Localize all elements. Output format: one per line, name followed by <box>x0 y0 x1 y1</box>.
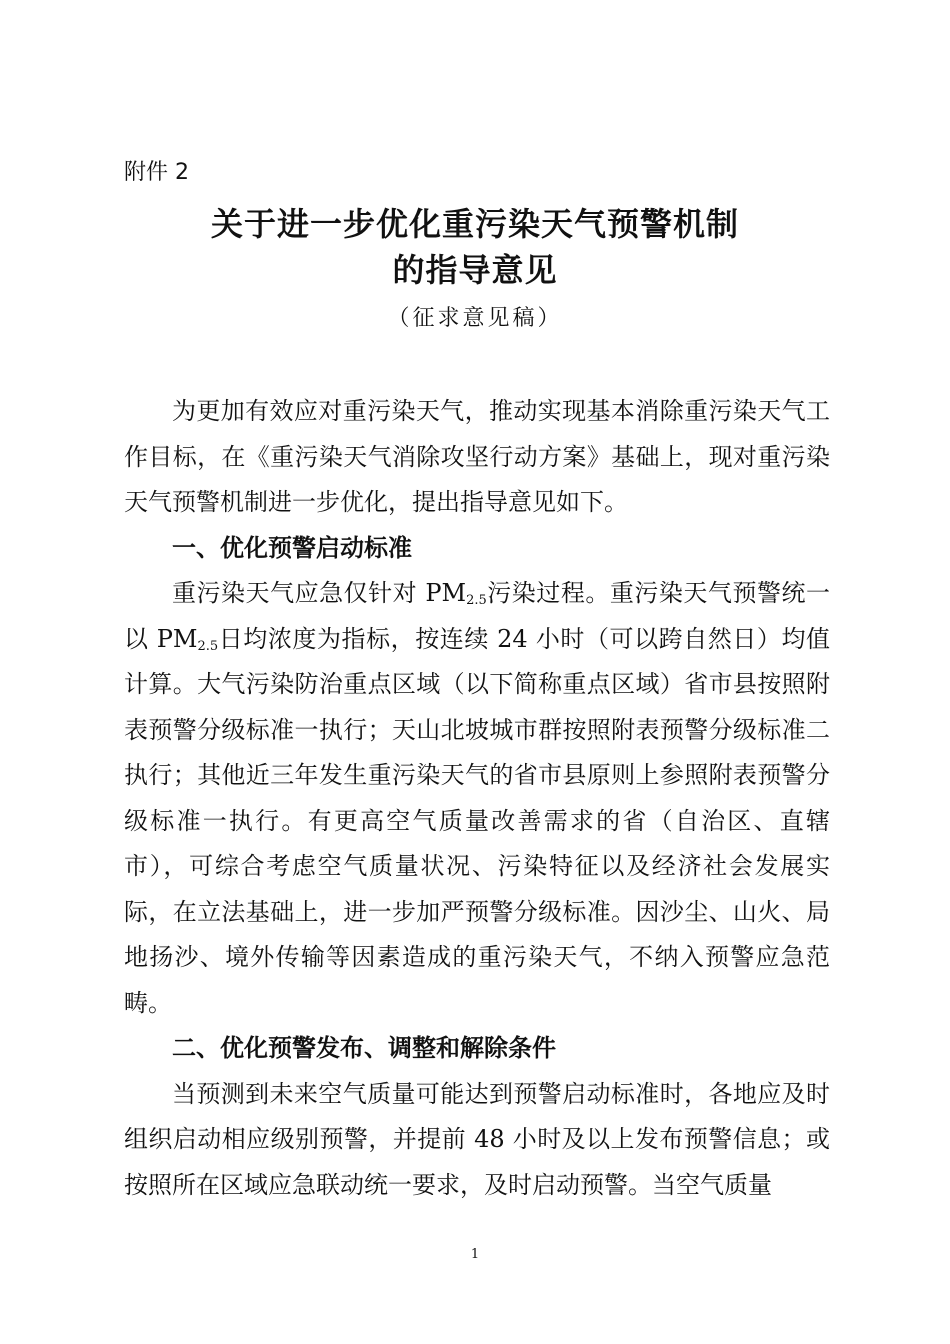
section2-paragraph: 当预测到未来空气质量可能达到预警启动标准时，各地应及时组织启动相应级别预警，并提前 48 小时及以上发布预警信息；或按照所在区域应急联动统一要求，及时启动预警。当空气质量 <box>124 1079 830 1199</box>
section1-text-c: 日均浓度为指标，按连续 24 小时（可以跨自然日）均值计算。大气污染防治重点区域（以下简称重点区域）省市县按照附表预警分级标准一执行；天山北坡城市群按照附表预警分级标准二执行；其他近三年发生重污染天气的省市县原则上参照附表预警分级标准一执行。有更高空气质量改善需求的省（自治区、直辖市），可综合考虑空气质量状况、污染特征以及经济社会发展实际，在立法基础上，进一步加严预警分级标准。因沙尘、山火、局地扬沙、境外传输等因素造成的重污染天气，不纳入预警应急范畴。 <box>124 624 831 1017</box>
document-title-line1: 关于进一步优化重污染天气预警机制 <box>210 205 739 243</box>
section1-paragraph <box>124 571 830 1026</box>
section1-text-a: 重污染天气应急仅针对 PM <box>172 579 467 607</box>
section1-heading: 一、优化预警启动标准 <box>172 533 412 562</box>
section2-heading: 二、优化预警发布、调整和解除条件 <box>172 1034 556 1062</box>
pm25-subscript: 2.5 <box>197 638 219 654</box>
pm25-subscript: 2.5 <box>466 593 487 608</box>
document-body <box>124 389 830 1208</box>
section1-text-b: 污染过程。重污染天气预警统一以 PM <box>124 579 831 653</box>
page-number: 1 <box>470 1247 480 1262</box>
attachment-label: 附件 2 <box>124 160 189 185</box>
document-subtitle: （征求意见稿） <box>387 306 563 331</box>
document-title-line2: 的指导意见 <box>392 251 558 289</box>
intro-paragraph: 为更加有效应对重污染天气，推动实现基本消除重污染天气工作目标，在《重污染天气消除攻坚行动方案》基础上，现对重污染天气预警机制进一步优化，提出指导意见如下。 <box>124 397 830 516</box>
